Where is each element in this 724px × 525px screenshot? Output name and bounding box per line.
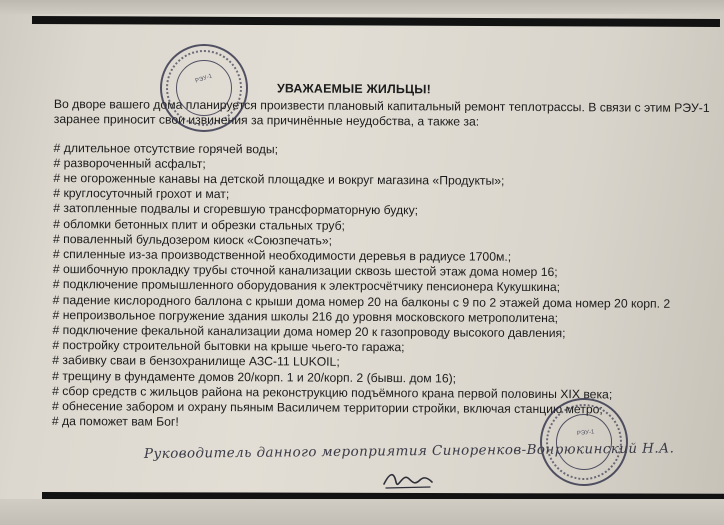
notice-intro: Во дворе вашего дома планируется произвести плановый капитальный ремонт теплотрассы. В связи с этим РЭУ-1 заранее приносит свои извинения за причинённые неудобства, а также за: [53,97,710,130]
notice-heading: УВАЖАЕМЫЕ ЖИЛЬЦЫ! [276,81,431,97]
list-item: # обнесение забором и охрану пьяным Василичем территории стройки, включая станцию метро; [51,399,603,417]
list-item: # затопленные подвалы и сгоревшую трансформаторную будку; [53,201,419,218]
round-stamp-bottom: РЭУ-1 [532,390,636,494]
list-item: # спиленные из-за производственной необходимости деревья в радиусе 1700м.; [52,247,512,264]
signature-scribble-icon [380,468,436,492]
list-item: # да поможет вам Бог! [51,414,179,430]
list-item: # развороченный асфальт; [53,155,206,171]
list-item: # забивку сваи в бензохранилище АЗС-11 LUKOIL; [52,353,340,370]
notice-body [52,80,714,433]
list-item: # длительное отсутствие горячей воды; [53,140,279,156]
list-item: # трещину в фундаменте домов 20/корп. 1 и 20/корп. 2 (бывш. дом 16); [52,368,457,386]
sheet-bottom-edge [0,499,724,525]
list-item: # поваленный бульдозером киоск «Союзпечать»; [52,231,333,248]
apology-list [52,141,714,434]
list-item: # падение кислородного баллона с крыши дома номер 20 на балконы с 9 по 2 этажей дома номер 20 корп. 2 [52,292,671,311]
top-rule [32,16,720,27]
list-item: # круглосуточный грохот и мат; [53,186,230,202]
list-item: # подключение промышленного оборудования к электросчётчику пенсионера Кукушкина; [52,277,561,295]
list-item: # ошибочную прокладку трубы сточной канализации сквозь шестой этаж дома номер 16; [52,262,558,280]
handwritten-signature-line: Руководитель данного мероприятия Синоренков-Вонрюкинский Н.А. [143,440,675,462]
list-item: # сбор средств с жильцов района на реконструкцию подъёмного крана первой половины XIX века; [52,383,613,402]
list-item: # постройку строительной бытовки на крыше чьего-то гаража; [52,338,405,355]
list-item: # обломки бетонных плит и обрезки стальных труб; [53,216,346,233]
sheet-top-edge [0,0,724,14]
round-stamp-top: РЭУ-1 [160,44,248,132]
list-item: # подключение фекальной канализации дома номер 20 к газопроводу высокого давления; [52,323,566,341]
list-item: # не огороженные канавы на детской площадке и вокруг магазина «Продукты»; [53,171,505,188]
list-item: # непроизвольное погружение здания школы 216 до уровня московского метрополитена; [52,307,559,325]
